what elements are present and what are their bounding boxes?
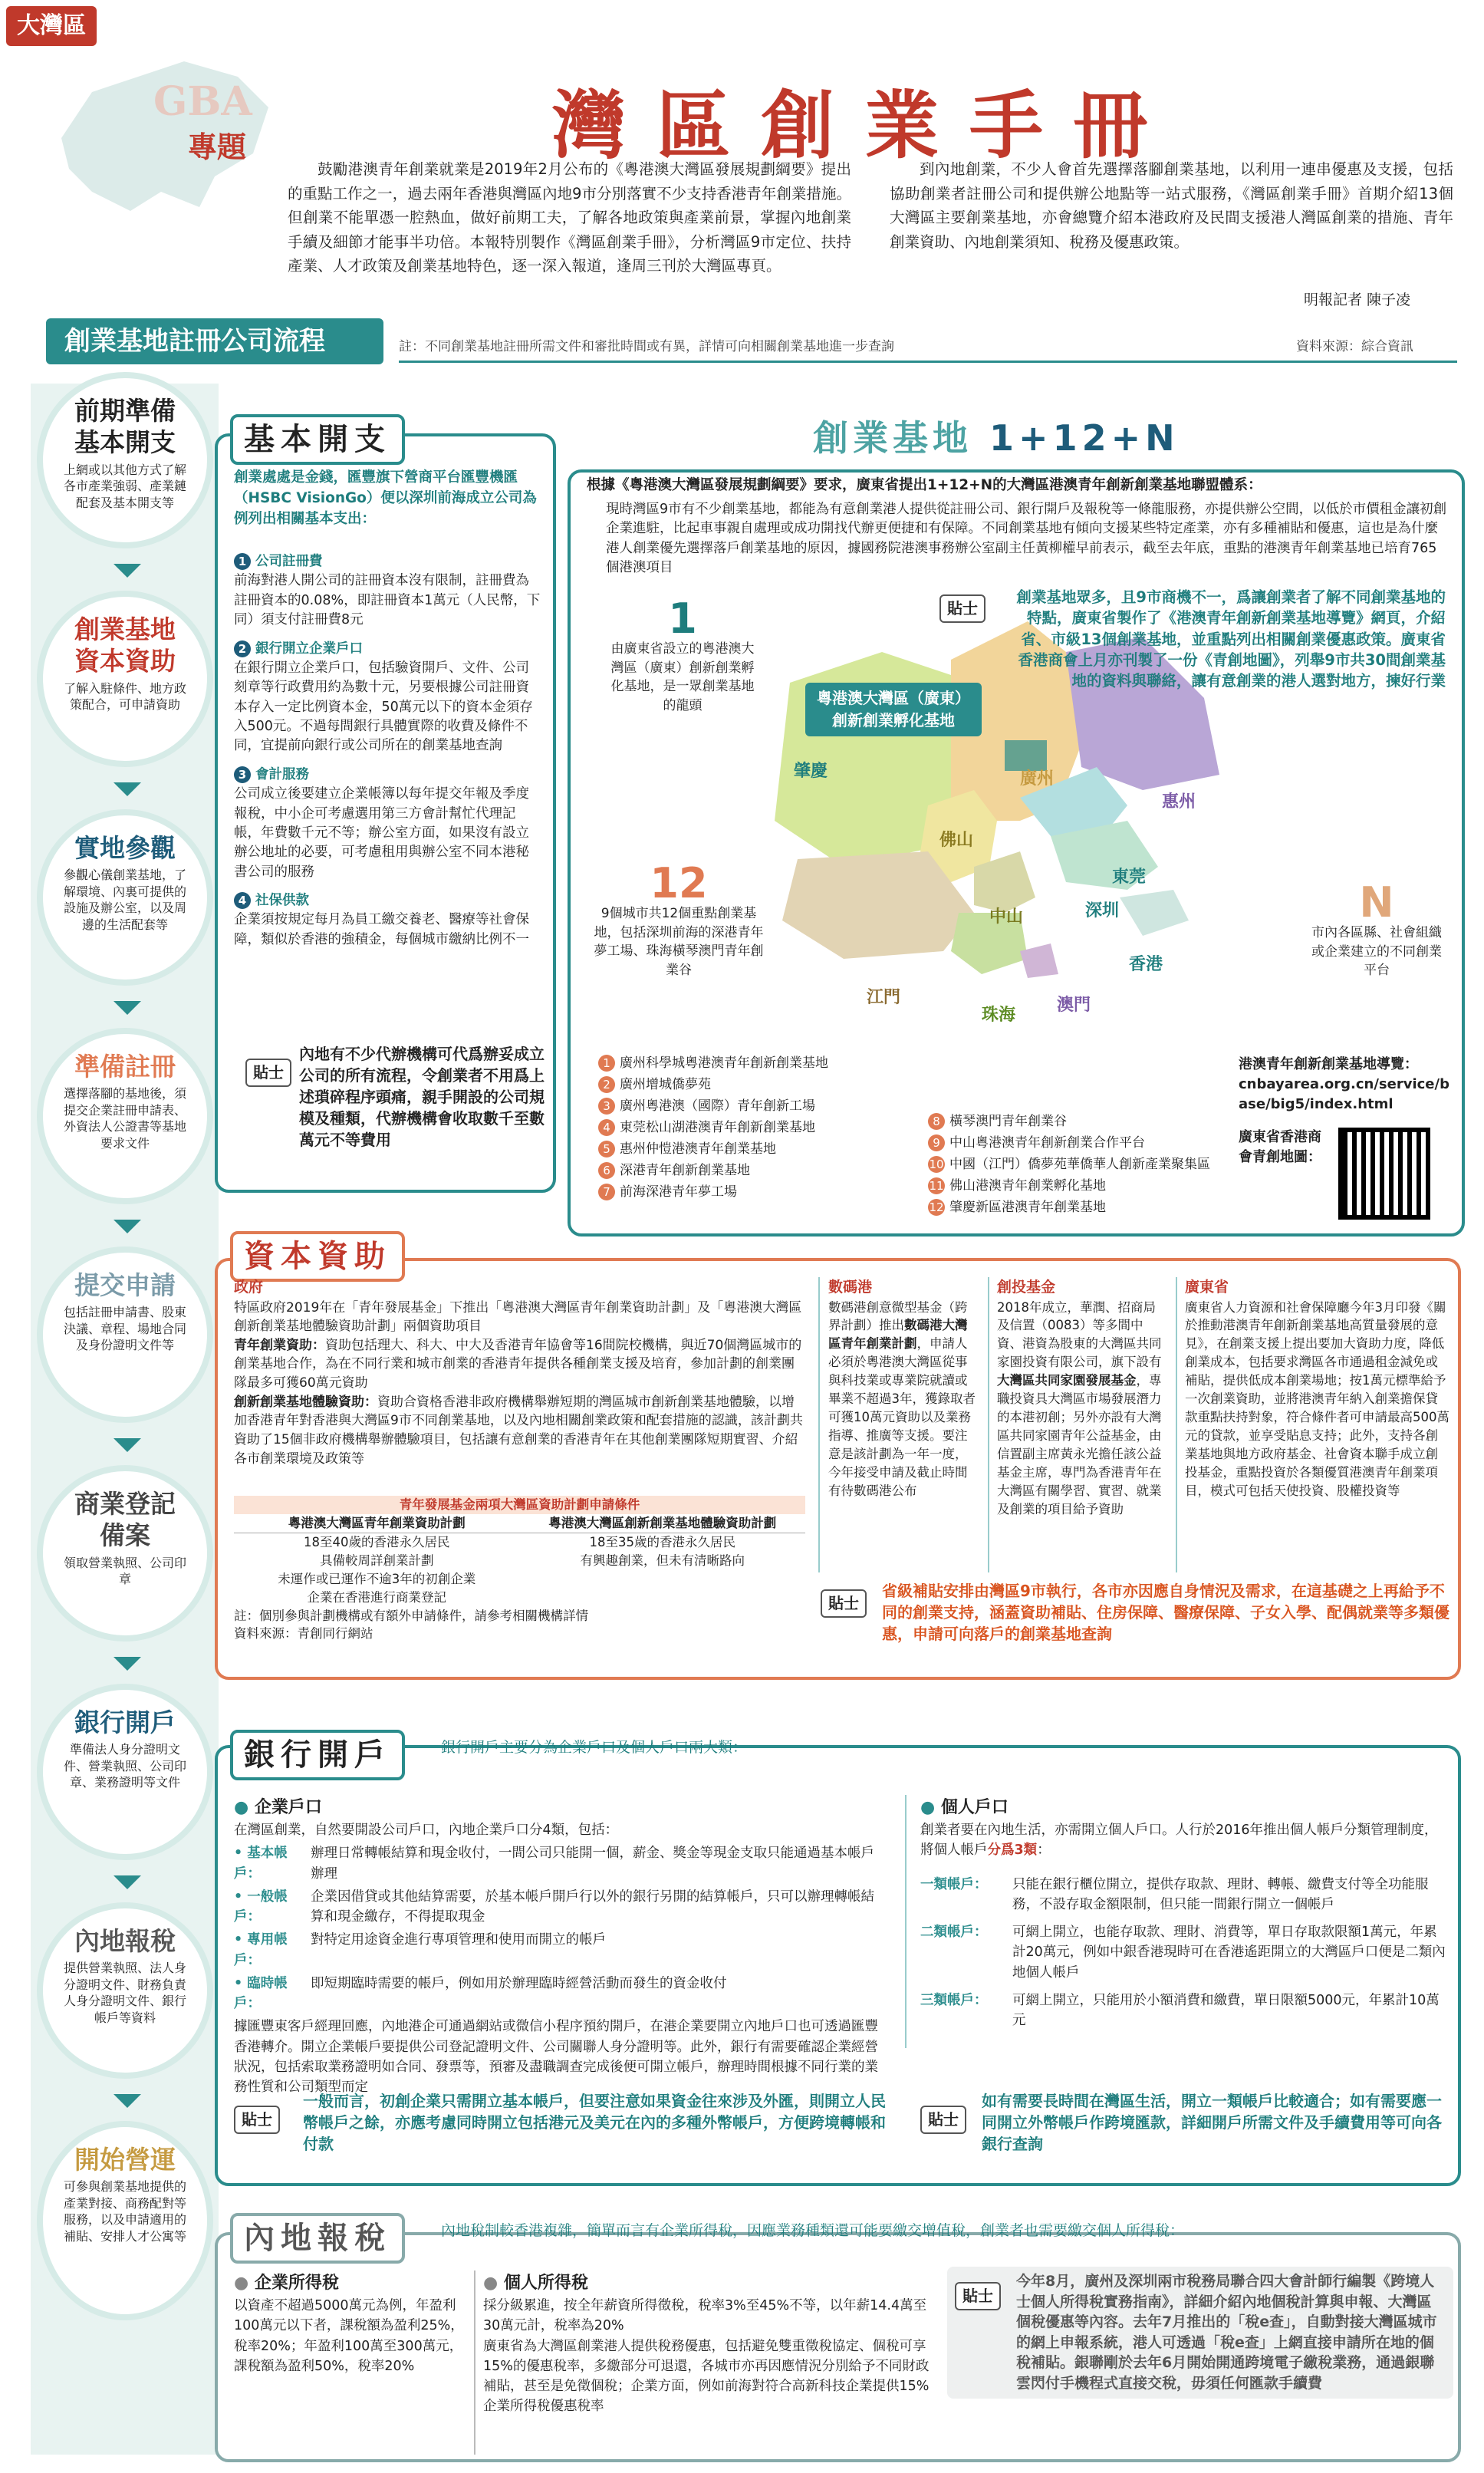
subheading: 青年創業資助： xyxy=(234,1337,325,1353)
paragraph: ，申請人必須於粵港澳大灣區從事與科技業或專業院就讀或畢業不超過3年，獲錄取者可獲10萬元資助以及業務指導、推廣等支援。要注意是該計劃為一年一度，今年接受申請及截止時間有待數碼港公布 xyxy=(828,1336,976,1498)
tip-label: 貼士 xyxy=(821,1589,867,1618)
step-title: 前期準備 基本開支 xyxy=(74,396,176,458)
byline: 明報記者 陳子凌 xyxy=(1304,291,1411,308)
list-item-label: 佛山港澳青年創業孵化基地 xyxy=(949,1178,1106,1194)
funding-venture xyxy=(997,1277,1166,1519)
column-heading: 創投基金 xyxy=(997,1279,1056,1296)
account-type: • 專用帳戶： 對特定用途資金進行專項管理和使用而開立的帳戶 xyxy=(234,1930,886,1971)
list-item-label: 肇慶新區港澳青年創業基地 xyxy=(949,1200,1106,1216)
account-type-desc: 辦理日常轉帳結算和現金收付，一間公司只能開一個，薪金、獎金等現金支取只能通過基本帳戶辦理 xyxy=(311,1846,874,1882)
tier-number: 12 xyxy=(650,859,708,907)
column-divider xyxy=(818,1277,820,1572)
table-row xyxy=(234,1552,805,1570)
expense-item-desc: 在銀行開立企業戶口，包括驗資開戶、文件、公司刻章等行政費用約為數十元，另要根據公司註冊資本存入一定比例資本金，50萬元以下的資本金須存入500元。不過每間銀行具體實際的收費及條件不同，宜提前向銀行或公司所在的創業基地查詢 xyxy=(234,660,533,754)
paragraph: 在灣區創業，自然要開設公司戶口，內地企業戶口分4類，包括： xyxy=(234,1823,619,1838)
table-row xyxy=(234,1570,805,1589)
city-label: 惠州 xyxy=(1162,792,1196,812)
subheading: 個人所得稅 xyxy=(503,2274,588,2293)
qr-label: 廣東省香港商會青創地圖： xyxy=(1239,1129,1321,1166)
table-cell: 18至40歲的香港永久居民 xyxy=(304,1534,450,1549)
list-item-label: 廣州增城僑夢苑 xyxy=(620,1077,711,1093)
expense-item-title: 銀行開立企業戶口 xyxy=(255,640,363,657)
tip-label: 貼士 xyxy=(955,2282,1001,2310)
paragraph: 資助包括理大、科大、中大及香港青年協會等16間院校機構，與近70個灣區城市的創業基地合作，為在不同行業和城市創業的香港青年提供各種創業支援及培育，參加計劃的創業團隊最多可獲60萬元資助 xyxy=(234,1337,802,1391)
list-item-label: 深港青年創新創業基地 xyxy=(620,1163,750,1179)
number-badge: 9 xyxy=(928,1134,945,1151)
table-cell: 企業在香港進行商業登記 xyxy=(307,1589,446,1605)
list-item xyxy=(928,1197,1258,1218)
number-badge: 4 xyxy=(234,892,251,909)
paragraph: 據匯豐東客戶經理回應，內地港企可通過網站或微信小程序預約開戶，在港企業要開立內地戶口也可透過匯豐香港轉介。開立企業帳戶要提供公司登記證明文件、公司關聯人身分證明等。此外，銀行有需要確認企業經營狀況，包括索取業務證明如合同、發票等，預審及盡職調查完成後便可開立帳戶，辦理時間根據不同行業的業務性質和公司類型而定 xyxy=(234,2019,878,2095)
intro-paragraph: 到內地創業，不少人會首先選擇落腳創業基地，以利用一連串優惠及支援，包括協助創業者註冊公司和提供辦公地點等一站式服務，《灣區創業手冊》首期介紹13個大灣區主要創業基地，亦會總覽介紹本港政府及民間支援港人灣區創業的措施、青年創業資助、內地創業須知、稅務及優惠政策。 xyxy=(890,160,1453,251)
funding-guangdong xyxy=(1185,1277,1449,1500)
funding-title: 資本資助 xyxy=(230,1231,405,1282)
subheading: 企業所得稅 xyxy=(254,2274,339,2293)
paragraph: 以資產不超過5000萬元為例，年盈利100萬元以下者，課稅額為盈利25%，稅率20%；年盈利100萬至300萬元，課稅額為盈利50%，稅率20% xyxy=(234,2298,464,2374)
down-arrow-icon xyxy=(114,1001,141,1015)
step-title: 準備註冊 xyxy=(74,1052,176,1082)
number-badge: 2 xyxy=(598,1076,615,1093)
tax-personal: ● 個人所得稅 採分級累進，按全年薪資所得徵稅，稅率3%至45%不等，以年薪14.4萬至30萬元計，稅率為20% 廣東省為大灣區創業港人提供稅務優惠，包括避免雙重徵稅協定、個稅可享15%的優惠稅率，多繳部分可退還，各城市亦再因應情況分別給予不同財政補貼，甚至是免徵個稅；企業方面，例如前海對符合高新科技企業提供15%企業所得稅優惠稅率 xyxy=(483,2270,936,2417)
funding-government xyxy=(234,1277,805,1468)
conditions-table xyxy=(234,1514,805,1607)
down-arrow-icon xyxy=(114,1875,141,1889)
list-item xyxy=(598,1052,920,1074)
city-label: 澳門 xyxy=(1057,996,1091,1015)
table-header: 粵港澳大灣區創新創業基地體驗資助計劃 xyxy=(520,1514,806,1533)
down-arrow-icon xyxy=(114,1438,141,1452)
funding-tip xyxy=(821,1580,1449,1645)
paragraph: ，專職投資具大灣區市場發展潛力的本港初創；另外亦設有大灣區共同家園青年公益基金，由信置副主席黃永光擔任該公益基金主席，專門為香港青年在大灣區有關學習、實習、就業及創業的項目給予資助 xyxy=(997,1373,1162,1516)
down-arrow-icon xyxy=(114,564,141,578)
expense-item-desc: 企業須按規定每月為員工繳交養老、醫療等社會保障，類似於香港的強積金，每個城市繳納比例不一 xyxy=(234,912,529,947)
paragraph: 特區政府2019年在「青年發展基金」下推出「粵港澳大灣區青年創業資助計劃」及「粵港澳大灣區創新創業基地體驗資助計劃」兩個資助項目 xyxy=(234,1299,802,1335)
column-heading: 廣東省 xyxy=(1185,1279,1229,1296)
number-badge: 11 xyxy=(929,1179,944,1194)
number-badge: 3 xyxy=(598,1098,615,1115)
paragraph: 數碼港創意微型基金（跨界計劃）推出 xyxy=(828,1299,968,1333)
table-title: 青年發展基金兩項大灣區資助計劃申請條件 xyxy=(234,1496,805,1514)
step-title: 銀行開戶 xyxy=(74,1707,176,1737)
tier-desc: 由廣東省設立的粵港澳大灣區（廣東）創新創業孵化基地，是一眾創業基地的龍頭 xyxy=(610,641,755,713)
column-divider xyxy=(474,2270,475,2455)
account-type-label: 專用帳戶： xyxy=(234,1932,288,1968)
tier-1 xyxy=(610,594,755,716)
table-cell: 有興趣創業，但未有清晰路向 xyxy=(580,1553,745,1568)
city-label: 深圳 xyxy=(1085,901,1120,920)
expense-item-title: 會計服務 xyxy=(255,766,309,782)
tip-text: 內地有不少代辦機構可代爲辦妥成立公司的所有流程，令創業者不用爲上述瑣碎程序頭痛，親手開設的公司規模及種類，代辦機構會收取數千至數萬元不等費用 xyxy=(299,1045,545,1149)
step-desc: 準備法人身分證明文件、營業執照、公司印章、業務證明等文件 xyxy=(63,1742,186,1790)
city-label: 佛山 xyxy=(939,831,974,850)
account-type-label: 一般帳戶： xyxy=(234,1889,288,1925)
list-item xyxy=(598,1181,920,1203)
step-title: 開始營運 xyxy=(74,2145,176,2175)
bases-title-formula: 1+12+N xyxy=(989,417,1180,459)
subheading: 企業戶口 xyxy=(254,1798,322,1817)
page-title: 灣區創業手冊 xyxy=(552,83,1178,169)
step-desc: 包括註冊申請書、股東決議、章程、場地合同及身份證明文件等 xyxy=(63,1305,186,1353)
section-tag: 大灣區 xyxy=(6,6,97,46)
tip-text: 如有需要長時間在灣區生活，開立一類帳戶比較適合；如有需要應一同開立外幣帳戶作跨境匯款，詳細開戶所需文件及手續費用等可向各銀行查詢 xyxy=(982,2092,1442,2153)
bank-title: 銀行開戶 xyxy=(230,1730,405,1780)
account-type-label: 基本帳戶： xyxy=(234,1846,288,1882)
number-badge: 1 xyxy=(598,1055,615,1072)
account-class xyxy=(920,1922,1449,1983)
bases-list-right xyxy=(928,1111,1258,1218)
process-source: 資料來源：綜合資訊 xyxy=(1296,339,1413,354)
bank-tip-1 xyxy=(234,2090,893,2155)
account-class-label: 二類帳戶： xyxy=(920,1925,988,1940)
expense-item-title: 公司註冊費 xyxy=(255,554,323,569)
account-class xyxy=(920,1875,1449,1915)
list-item-label: 東莞松山湖港澳青年創新創業基地 xyxy=(620,1120,815,1136)
number-badge: 8 xyxy=(928,1113,945,1130)
paragraph: 2018年成立，華潤、招商局及信置（0083）等多間中資、港資為股東的大灣區共同家園投資有限公司，旗下設有 xyxy=(997,1299,1162,1370)
step-title: 內地報稅 xyxy=(74,1926,176,1956)
guide-url[interactable]: cnbayarea.org.cn/service/base/big5/index.html xyxy=(1239,1076,1449,1113)
list-item-label: 廣州粵港澳（國際）青年創新工場 xyxy=(620,1098,815,1115)
bases-title xyxy=(798,413,1195,464)
qr-code-icon[interactable] xyxy=(1338,1128,1430,1220)
account-type-desc: 對特定用途資金進行專項管理和使用而開立的帳戶 xyxy=(311,1932,606,1948)
tier-number: N xyxy=(1359,878,1394,927)
down-arrow-icon xyxy=(114,1657,141,1671)
city-label: 東莞 xyxy=(1112,868,1147,887)
paragraph: 資助合資格香港非政府機構舉辦短期的灣區城市創新創業基地體驗，以增加香港青年對香港與大灣區9市不同創業基地，以及內地相關創業政策和配套措施的認識，該計劃共資助了15個非政府機構舉辦體驗項目，包括讓有意創業的香港青年在其他創業團隊短期實習、介紹各市創業環境及政策等 xyxy=(234,1394,803,1467)
tip-text: 省級補貼安排由灣區9市執行，各市亦因應自身情況及需求，在這基礎之上再給予不同的創業支持，涵蓋資助補貼、住房保障、醫療保障、子女入學、配偶就業等多類優惠，申請可向落戶的創業基地查詢 xyxy=(882,1582,1449,1643)
bases-lead: 根據《粵港澳大灣區發展規劃綱要》要求，廣東省提出1+12+N的大灣區港澳青年創新創業基地聯盟體系： xyxy=(587,477,1262,493)
tip-text: 創業基地眾多，且9市商機不一，爲讓創業者了解不同創業基地的特點，廣東省製作了《港澳青年創新創業基地導覽》網頁，介紹省、市級13個創業基地，並重點列出相關創業優惠政策。廣東省香港商會上月亦刊製了一份《青創地圖》，列舉9市共30間創業基地的資料與聯絡，讓有意創業的港人選對地方，揀好行業 xyxy=(1016,588,1446,690)
process-note: 註：不同創業基地註冊所需文件和審批時間或有異，詳情可向相關創業基地進一步查詢 xyxy=(399,339,894,354)
account-type: • 一般帳戶： 企業因借貸或其他結算需要，於基本帳戶開戶行以外的銀行另開的結算帳戶，只可以辦理轉帳結算和現金繳存，不得提取現金 xyxy=(234,1887,886,1928)
account-class-label: 一類帳戶： xyxy=(920,1876,988,1892)
account-type-label: 臨時帳戶： xyxy=(234,1975,288,2011)
column-heading: 數碼港 xyxy=(828,1279,873,1296)
paragraph: ： xyxy=(1037,1842,1051,1859)
expense-item-title: 社保供款 xyxy=(255,893,309,908)
step-desc: 領取營業執照、公司印章 xyxy=(63,1555,186,1587)
step-3 xyxy=(37,809,213,986)
number-badge: 4 xyxy=(598,1119,615,1136)
step-desc: 上網或以其他方式了解各市產業強弱、產業鏈配套及基本開支等 xyxy=(63,462,186,510)
step-5 xyxy=(37,1246,213,1423)
column-divider xyxy=(988,1277,989,1572)
account-class-desc: 可網上開立，只能用於小額消費和繳費，單日限額5000元，年累計10萬元 xyxy=(1012,1992,1440,2028)
intro-text xyxy=(288,157,1453,278)
tip-label: 貼士 xyxy=(245,1059,291,1087)
list-item-label: 橫琴澳門青年創業谷 xyxy=(949,1114,1067,1129)
list-item-label: 前海深港青年夢工場 xyxy=(620,1184,737,1200)
bank-personal: ● 個人戶口 創業者要在內地生活，亦需開立個人戶口。人行於2016年推出個人帳戶分類管理制度，將個人帳戶分爲3類： 一類帳戶： 只能在銀行櫃位開立，提供存取款、理財、轉帳、繳費支付等全功能服務，不設存取金額限制，但只能一間銀行開立一個帳戶 二類帳戶： 可網上開立，也能存取款、理財、消費等，單日存取款限額1萬元，年累計20萬元，例如中銀香港現時可在香港遙距開立的大灣區戶口便是二類內地個人帳戶 三類帳戶： 可網上開立，只能用於小額消費和繳費，單日限額5000元，年累計10萬元 xyxy=(920,1795,1449,2030)
step-desc: 選擇落腳的基地後，須提交企業註冊申請表、外資法人公證書等基地要求文件 xyxy=(63,1086,186,1151)
table-cell xyxy=(520,1570,806,1589)
number-badge: 7 xyxy=(598,1184,615,1200)
bases-title-text: 創業基地 xyxy=(813,417,990,459)
bases-list-left xyxy=(598,1052,920,1203)
account-class-label: 三類帳戶： xyxy=(920,1992,988,2008)
basic-intro: 創業處處是金錢，匯豐旗下營商平台匯豐機匯（HSBC VisionGo）便以深圳前海成立公司為例列出相關基本支出： xyxy=(234,469,537,527)
list-item-label: 中國（江門）僑夢苑華僑華人創新產業聚集區 xyxy=(949,1157,1210,1173)
tax-corporate: ● 企業所得稅 以資產不超過5000萬元為例，年盈利100萬元以下者，課稅額為盈利25%，稅率20%；年盈利100萬至300萬元，課稅額為盈利50%，稅率20% xyxy=(234,2270,464,2376)
table-source: 資料來源：青創同行網站 xyxy=(234,1626,373,1642)
basic-items xyxy=(234,552,541,950)
funding-table xyxy=(234,1496,805,1643)
expense-item xyxy=(234,552,541,631)
city-label: 香港 xyxy=(1129,955,1163,974)
tax-tip xyxy=(947,2267,1453,2399)
tier-12 xyxy=(591,859,767,980)
expense-item-desc: 前海對港人開公司的註冊資本沒有限制，註冊費為註冊資本的0.08%，即註冊資本1萬元（人民幣，下同）須支付註冊費8元 xyxy=(234,573,541,628)
table-cell: 18至35歲的香港永久居民 xyxy=(589,1534,735,1549)
city-label: 中山 xyxy=(989,907,1024,927)
tip-text: 一般而言，初創企業只需開立基本帳戶，但要注意如果資金往來涉及外匯，則開立人民幣帳戶之餘，亦應考慮同時開立包括港元及美元在內的多種外幣帳戶，方便跨境轉帳和付款 xyxy=(303,2092,886,2153)
basic-expense-title: 基本開支 xyxy=(230,414,405,465)
expense-item-desc: 公司成立後要建立企業帳簿以每年提交年報及季度報稅，中小企可考慮選用第三方會計幫忙代理記帳，年費數千元不等；辦公室方面，如果沒有設立辦公地址的必要，可考慮租用與辦公室不同本港秘書公司的服務 xyxy=(234,786,529,880)
column-heading: 政府 xyxy=(234,1279,264,1296)
expense-item xyxy=(234,891,541,950)
tier-n xyxy=(1311,878,1442,980)
highlight: 數碼港大灣區青年創業計劃 xyxy=(828,1318,968,1352)
list-item xyxy=(598,1160,920,1181)
step-title: 實地參觀 xyxy=(74,833,176,863)
paragraph: 廣東省人力資源和社會保障廳今年3月印發《關於推動港澳青年創新創業基地高質量發展的意見》，在創業支援上提出要加大資助力度，降低創業成本，包括要求灣區各市通過租金減免或補貼，提供低成本創業場地；按1萬元標準給予一次創業資助，並將港澳青年納入創業擔保貸款重點扶持對象，符合條件者可申請最高500萬元的貸款，並享受貼息支持；此外，支持各創業基地與地方政府基金、社會資本聯手成立創投基金，重點投資於各類優質港澳青年創業項目，模式可包括天使投資、股權投資等 xyxy=(1185,1299,1449,1498)
tax-title: 內地報稅 xyxy=(230,2213,405,2264)
number-badge: 12 xyxy=(929,1200,944,1215)
step-4 xyxy=(37,1028,213,1204)
guide-label: 港澳青年創新創業基地導覽： xyxy=(1239,1056,1418,1072)
bases-tip xyxy=(939,587,1446,691)
down-arrow-icon xyxy=(114,1220,141,1233)
number-badge: 3 xyxy=(234,766,251,783)
table-row xyxy=(234,1533,805,1551)
expense-item xyxy=(234,766,541,882)
process-title: 創業基地註冊公司流程 xyxy=(46,318,383,364)
step-desc: 提供營業執照、法人身分證明文件、財務負責人身分證明文件、銀行帳戶等資料 xyxy=(63,1961,186,2026)
guide-block xyxy=(1239,1055,1453,1115)
list-item xyxy=(598,1095,920,1117)
paragraph: 廣東省為大灣區創業港人提供稅務優惠，包括避免雙重徵稅協定、個稅可享15%的優惠稅率，多繳部分可退還，各城市亦再因應情況分別給予不同財政補貼，甚至是免徵個稅；企業方面，例如前海對符合高新科技企業提供15%企業所得稅優惠稅率 xyxy=(483,2338,930,2415)
step-title: 創業基地 資本資助 xyxy=(74,614,176,677)
list-item-label: 中山粵港澳青年創新創業合作平台 xyxy=(949,1135,1145,1151)
step-desc: 了解入駐條件、地方政策配合，可申請資助 xyxy=(63,680,186,713)
tip-text: 今年8月，廣州及深圳兩市稅務局聯合四大會計師行編製《跨境人士個人所得稅實務指南》，詳細介紹內地個稅計算與申報、大灣區個稅優惠等內容。去年7月推出的「稅e查」，自動對接大灣區城市的網上申報系統，港人可透過「稅e查」上網直接申請所在地的個稅補貼。銀聯剛於去年6月開始開通跨境電子繳稅業務，通過銀聯雲閃付手機程式直接交稅，毋須任何匯款手續費 xyxy=(1016,2273,1437,2392)
gba-label: GBA xyxy=(153,78,252,125)
funding-cyberport xyxy=(828,1277,978,1500)
city-label: 珠海 xyxy=(982,1006,1016,1025)
list-item-label: 廣州科學城粵港澳青年創新創業基地 xyxy=(620,1055,828,1071)
account-type-desc: 企業因借貸或其他結算需要，於基本帳戶開戶行以外的銀行另開的結算帳戶，只可以辦理轉帳結算和現金繳存，不得提取現金 xyxy=(311,1889,874,1925)
list-item-label: 惠州仲愷港澳青年創業基地 xyxy=(620,1141,776,1157)
paragraph: 創業者要在內地生活，亦需開立個人戶口。人行於2016年推出個人帳戶分類管理制度，將個人帳戶 xyxy=(920,1823,1438,1859)
list-item xyxy=(928,1111,1258,1132)
account-class xyxy=(920,1991,1449,2031)
account-class-desc: 只能在銀行櫃位開立，提供存取款、理財、轉帳、繳費支付等全功能服務，不設存取金額限制，但只能一間銀行開立一個帳戶 xyxy=(1012,1876,1429,1912)
step-desc: 可參與創業基地提供的產業對接、商務配對等服務，以及申請適用的補貼、安排人才公寓等 xyxy=(63,2179,186,2244)
subheading: 個人戶口 xyxy=(940,1798,1009,1817)
account-class-desc: 可網上開立，也能存取款、理財、消費等，單日存取款限額1萬元，年累計20萬元，例如中銀香港現時可在香港遙距開立的大灣區戶口便是二類內地個人帳戶 xyxy=(1012,1925,1446,1981)
gba-topic-label: 專題 xyxy=(188,130,247,164)
account-type-desc: 即短期臨時需要的帳戶，例如用於辦理臨時經營活動而發生的資金收付 xyxy=(311,1975,727,1991)
list-item xyxy=(598,1074,920,1095)
step-7 xyxy=(37,1684,213,1860)
step-title: 提交申請 xyxy=(74,1270,176,1300)
table-cell: 未運作或已運作不逾3年的初創企業 xyxy=(278,1571,476,1586)
tier-desc: 市內各區縣、社會組織或企業建立的不同創業平台 xyxy=(1311,925,1442,979)
intro-paragraph: 鼓勵港澳青年創業就業是2019年2月公布的《粵港澳大灣區發展規劃綱要》提出的重點工作之一，過去兩年香港與灣區內地9市分別落實不少支持香港青年創業措施。但創業不能單憑一腔熱血，做好前期工夫，了解各地政策與產業前景，掌握內地創業手續及細節才能事半功倍。本報特別製作《灣區創業手冊》，分析灣區9市定位、扶持產業、人才政策及創業基地特色，逐一深入報道，逢周三刊於大灣區專頁。 xyxy=(288,160,851,275)
step-desc: 參觀心儀創業基地，了解環境、內裏可提供的設施及辦公室，以及周邊的生活配套等 xyxy=(63,868,186,933)
bank-lead: 銀行開戶主要分為企業戶口及個人戶口兩大類： xyxy=(441,1739,748,1756)
table-note: 註：個別參與計劃機構或有額外申請條件，請參考相關機構詳情 xyxy=(234,1608,588,1623)
number-badge: 1 xyxy=(234,553,251,570)
account-type: • 基本帳戶： 辦理日常轉帳結算和現金收付，一間公司只能開一個，薪金、獎金等現金支取只能通過基本帳戶辦理 xyxy=(234,1843,886,1884)
subheading: 創新創業基地體驗資助： xyxy=(234,1394,377,1410)
column-divider xyxy=(905,1795,907,2048)
number-badge: 6 xyxy=(598,1162,615,1179)
list-item xyxy=(928,1154,1258,1175)
account-type: • 臨時帳戶： 即短期臨時需要的帳戶，例如用於辦理臨時經營活動而發生的資金收付 xyxy=(234,1974,886,2014)
highlight: 分爲3類 xyxy=(987,1842,1038,1859)
down-arrow-icon xyxy=(114,782,141,796)
city-label: 江門 xyxy=(867,988,901,1007)
highlight: 大灣區共同家園發展基金 xyxy=(997,1373,1137,1388)
step-6 xyxy=(37,1465,213,1642)
paragraph: 採分級累進，按全年薪資所得徵稅，稅率3%至45%不等，以年薪14.4萬至30萬元計，稅率為20% xyxy=(483,2298,927,2334)
bank-tip-2 xyxy=(920,2090,1449,2155)
table-header: 粵港澳大灣區青年創業資助計劃 xyxy=(234,1514,520,1533)
list-item xyxy=(928,1132,1258,1154)
number-badge: 2 xyxy=(234,640,251,657)
table-cell: 具備較周詳創業計劃 xyxy=(320,1553,434,1568)
list-item xyxy=(598,1138,920,1160)
city-label: 廣州 xyxy=(1020,769,1055,789)
list-item xyxy=(598,1117,920,1138)
step-title: 商業登記 備案 xyxy=(74,1489,176,1551)
number-badge: 5 xyxy=(598,1141,615,1157)
tier-desc: 9個城市共12個重點創業基地，包括深圳前海的深港青年夢工場、珠海橫琴澳門青年創業谷 xyxy=(594,906,764,978)
hub-label: 粵港澳大灣區（廣東）創新創業孵化基地 xyxy=(805,683,982,736)
tip-label: 貼士 xyxy=(920,2106,966,2134)
list-item xyxy=(928,1175,1258,1197)
bases-body: 現時灣區9市有不少創業基地，都能為有意創業港人提供從註冊公司、銀行開戶及報稅等一條龍服務，亦提供辦公空間，以低於市價租金讓初創企業進駐，比起車事親自處理或成功開找代辦更便捷和有保障。不同創業基地有傾向支援某些特定產業，亦有多種補貼和優惠，這也是為什麼港人創業優先選擇落戶創業基地的原因，據國務院港澳事務辦公室副主任黃柳權早前表示，截至去年底，重點的港澳青年創業基地已培育765個港澳項目 xyxy=(606,502,1447,576)
bank-corporate: ● 企業戶口 在灣區創業，自然要開設公司戶口，內地企業戶口分4類，包括： • 基本帳戶： 辦理日常轉帳結算和現金收付，一間公司只能開一個，薪金、獎金等現金支取只能通過基本帳戶辦理 • 一般帳戶： 企業因借貸或其他結算需要，於基本帳戶開戶行以外的銀行另開的結算帳戶，只可以辦理轉帳結算和現金繳存，不得提取現金 • 專用帳戶： 對特定用途資金進行專項管理和使用而開立的帳戶 • 臨時帳戶： 即短期臨時需要的帳戶，例如用於辦理臨時經營活動而發生的資金收付 據匯豐東客戶經理回應，內地港企可通過網站或微信小程序預約開戶，在港企業要開立內地戶口也可透過匯豐香港轉介。開立企業帳戶要提供公司登記證明文件、公司關聯人身分證明等。此外，銀行有需要確認企業經營狀況，包括索取業務證明如合同、發票等，預審及盡職調查完成後便可開立帳戶，辦理時間根據不同行業的業務性質和公司類型而定 xyxy=(234,1795,886,2097)
tip-label: 貼士 xyxy=(234,2106,280,2134)
tax-lead: 內地稅制較香港複雜，簡單而言有企業所得稅，因應業務種類還可能要繳交增值稅，創業者也需要繳交個人所得稅： xyxy=(441,2222,1185,2239)
basic-tip xyxy=(253,1043,545,1151)
tip-label: 貼士 xyxy=(939,594,985,623)
tier-number: 1 xyxy=(668,594,697,643)
expense-item xyxy=(234,640,541,756)
step-9 xyxy=(37,2121,213,2320)
divider xyxy=(399,361,1457,363)
down-arrow-icon xyxy=(114,2094,141,2108)
city-label: 肇慶 xyxy=(794,762,828,781)
step-8 xyxy=(37,1902,213,2079)
column-divider xyxy=(1176,1277,1177,1572)
table-cell xyxy=(520,1589,806,1607)
step-1 xyxy=(37,372,213,548)
step-2 xyxy=(37,591,213,767)
number-badge: 10 xyxy=(929,1157,944,1172)
table-row xyxy=(234,1589,805,1607)
